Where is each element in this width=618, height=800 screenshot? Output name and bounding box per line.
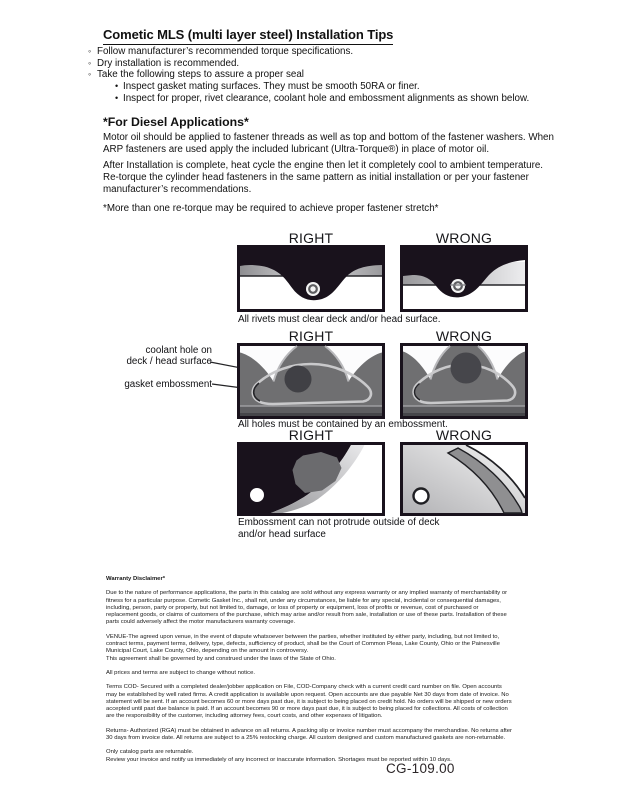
coolant-hole [285,366,312,393]
tip-item [88,58,598,70]
tip-text: Inspect gasket mating surfaces. They must be smooth 50RA or finer. [123,81,420,93]
tip-text: Inspect for proper, rivet clearance, coolant hole and embossment alignments as shown below. [123,92,530,104]
gasket-embossment-callout: gasket embossment [124,379,212,390]
tip-text: Take the following steps to assure a proper seal [97,69,304,81]
bolt-hole [250,488,264,502]
diagram-protrusion-right [237,442,385,516]
legal-paragraph: Only catalog parts are returnable. [106,749,194,756]
page-code: CG-109.00 [386,761,455,776]
diagram-rivet-right [237,245,385,312]
gasket-edge-band [240,406,382,413]
row2-caption: All holes must be contained by an embossment. [238,419,448,430]
installation-tips-list [88,46,598,105]
legal-paragraph: Due to the nature of performance applications, the parts in this catalog are sold without any express warranty or any implied warranty of merchantability or fitness for a particular purpose. Cometic Gasket Inc., shall not, under any circumstances, be liable for any special, incidental or consequential damages, including, person, party or property, but not limited to, damage, or loss of property or equipment, loss of profits or revenue, cost of purchased or replacement goods, or claims of customers of the purchase, which may arise and/or result from sale, installation or use of these parts. Installation of these parts could adversely affect the motor manufacturers warranty coverage. [106,590,508,626]
row1-caption: All rivets must clear deck and/or head surface. [238,314,441,325]
edge-dark [403,413,525,416]
tip-text: Follow manufacturer’s recommended torque specifications. [97,46,354,57]
callout-line: coolant hole on [145,345,212,356]
wrong-label: WRONG [435,230,493,246]
coolant-hole-outside-embossment [451,353,482,384]
open-bullet-icon: ◦ [88,46,92,56]
diesel-paragraph: Motor oil should be applied to fastener threads as well as top and bottom of the fastener washers. When ARP fasteners are used apply the included lubricant (Ultra-Torque®) in place of motor oil. [103,132,554,155]
diesel-paragraph: After Installation is complete, heat cycle the engine then let it completely cool to ambient temperature. Re-torque the cylinder head fasteners in the same pattern as initial installation or per your fastener manufacturer’s recommendations. [103,160,544,195]
tip-subitem [115,81,598,93]
wrong-label: WRONG [435,328,493,344]
legal-paragraph: Review your invoice and notify us immediately of any incorrect or inaccurate information. Shortages must be reported within 10 days. [106,756,452,763]
right-label: RIGHT [288,328,334,344]
legal-paragraph: All prices and terms are subject to change without notice. [106,669,255,676]
tip-item [88,46,598,58]
open-bullet-icon: ◦ [88,57,92,68]
tip-item [88,69,598,81]
diesel-section-heading: *For Diesel Applications* [103,115,249,129]
row3-caption: Embossment can not protrude outside of deck and/or head surface [238,517,440,540]
legal-paragraph: Terms COD- Secured with a completed dealer/jobber application on File, COD-Company check with a current credit card number on file. Open accounts may be established by well rated firms. A credit application is available upon request. Open accounts are due payable Net 30 days from date of invoice. No statement will be sent. If an account becomes 60 or more days past due, it is subject to being placed on credit hold. No orders will be shipped or new orders accepted until past due balance is paid. If an account becomes 90 or more days past due, it is subject to being placed for collections. All costs of collection are the responsibility of the customer, including attorney fees, court costs, and other expenses of litigation. [106,684,512,720]
filled-bullet-icon: • [115,92,119,103]
diagram-rivet-wrong [400,245,528,312]
warranty-heading: Warranty Disclaimer* [106,576,166,582]
legal-paragraph: This agreement shall be governed by and construed under the laws of the State of Ohio. [106,655,336,662]
open-bullet-icon: ◦ [88,69,92,80]
diagram-embossment-wrong [400,343,528,419]
callout-line: deck / head surface [126,356,212,368]
tip-text: Dry installation is recommended. [97,57,240,69]
diagram-protrusion-wrong [400,442,528,516]
wrong-label: WRONG [435,427,493,443]
right-label: RIGHT [288,230,334,246]
page-title: Cometic MLS (multi layer steel) Installation Tips [103,27,393,45]
diagram-embossment-right [237,343,385,419]
legal-paragraph: Returns- Authorized (RGA) must be obtained in advance on all returns. A packing slip or invoice number must accompany the merchandise. No returns after 30 days from invoice date. All returns are subject to a 25% restocking charge. All custom designed and custom manufactured gaskets are non-returnable. [106,727,513,742]
bolt-hole [414,489,429,504]
gasket-edge-band [403,406,525,413]
legal-paragraph: VENUE-The agreed upon venue, in the event of dispute whatsoever between the parties, whether instituted by either party, including, but not limited to, contract terms, payment terms, delivery, type, defects, sufficiency of product, shall be the Court of Common Pleas, Lake County, Ohio or the Painesville Municipal Court, Lake County, Ohio, depending on the amount in controversy. [106,633,500,655]
coolant-hole-callout [96,345,212,368]
filled-bullet-icon: • [115,81,119,92]
warranty-disclaimer-section [106,576,512,764]
right-label: RIGHT [288,427,334,443]
edge-dark [240,413,382,416]
tip-subitem [115,93,598,105]
retorque-note: *More than one re-torque may be required to achieve proper fastener stretch* [103,203,439,214]
